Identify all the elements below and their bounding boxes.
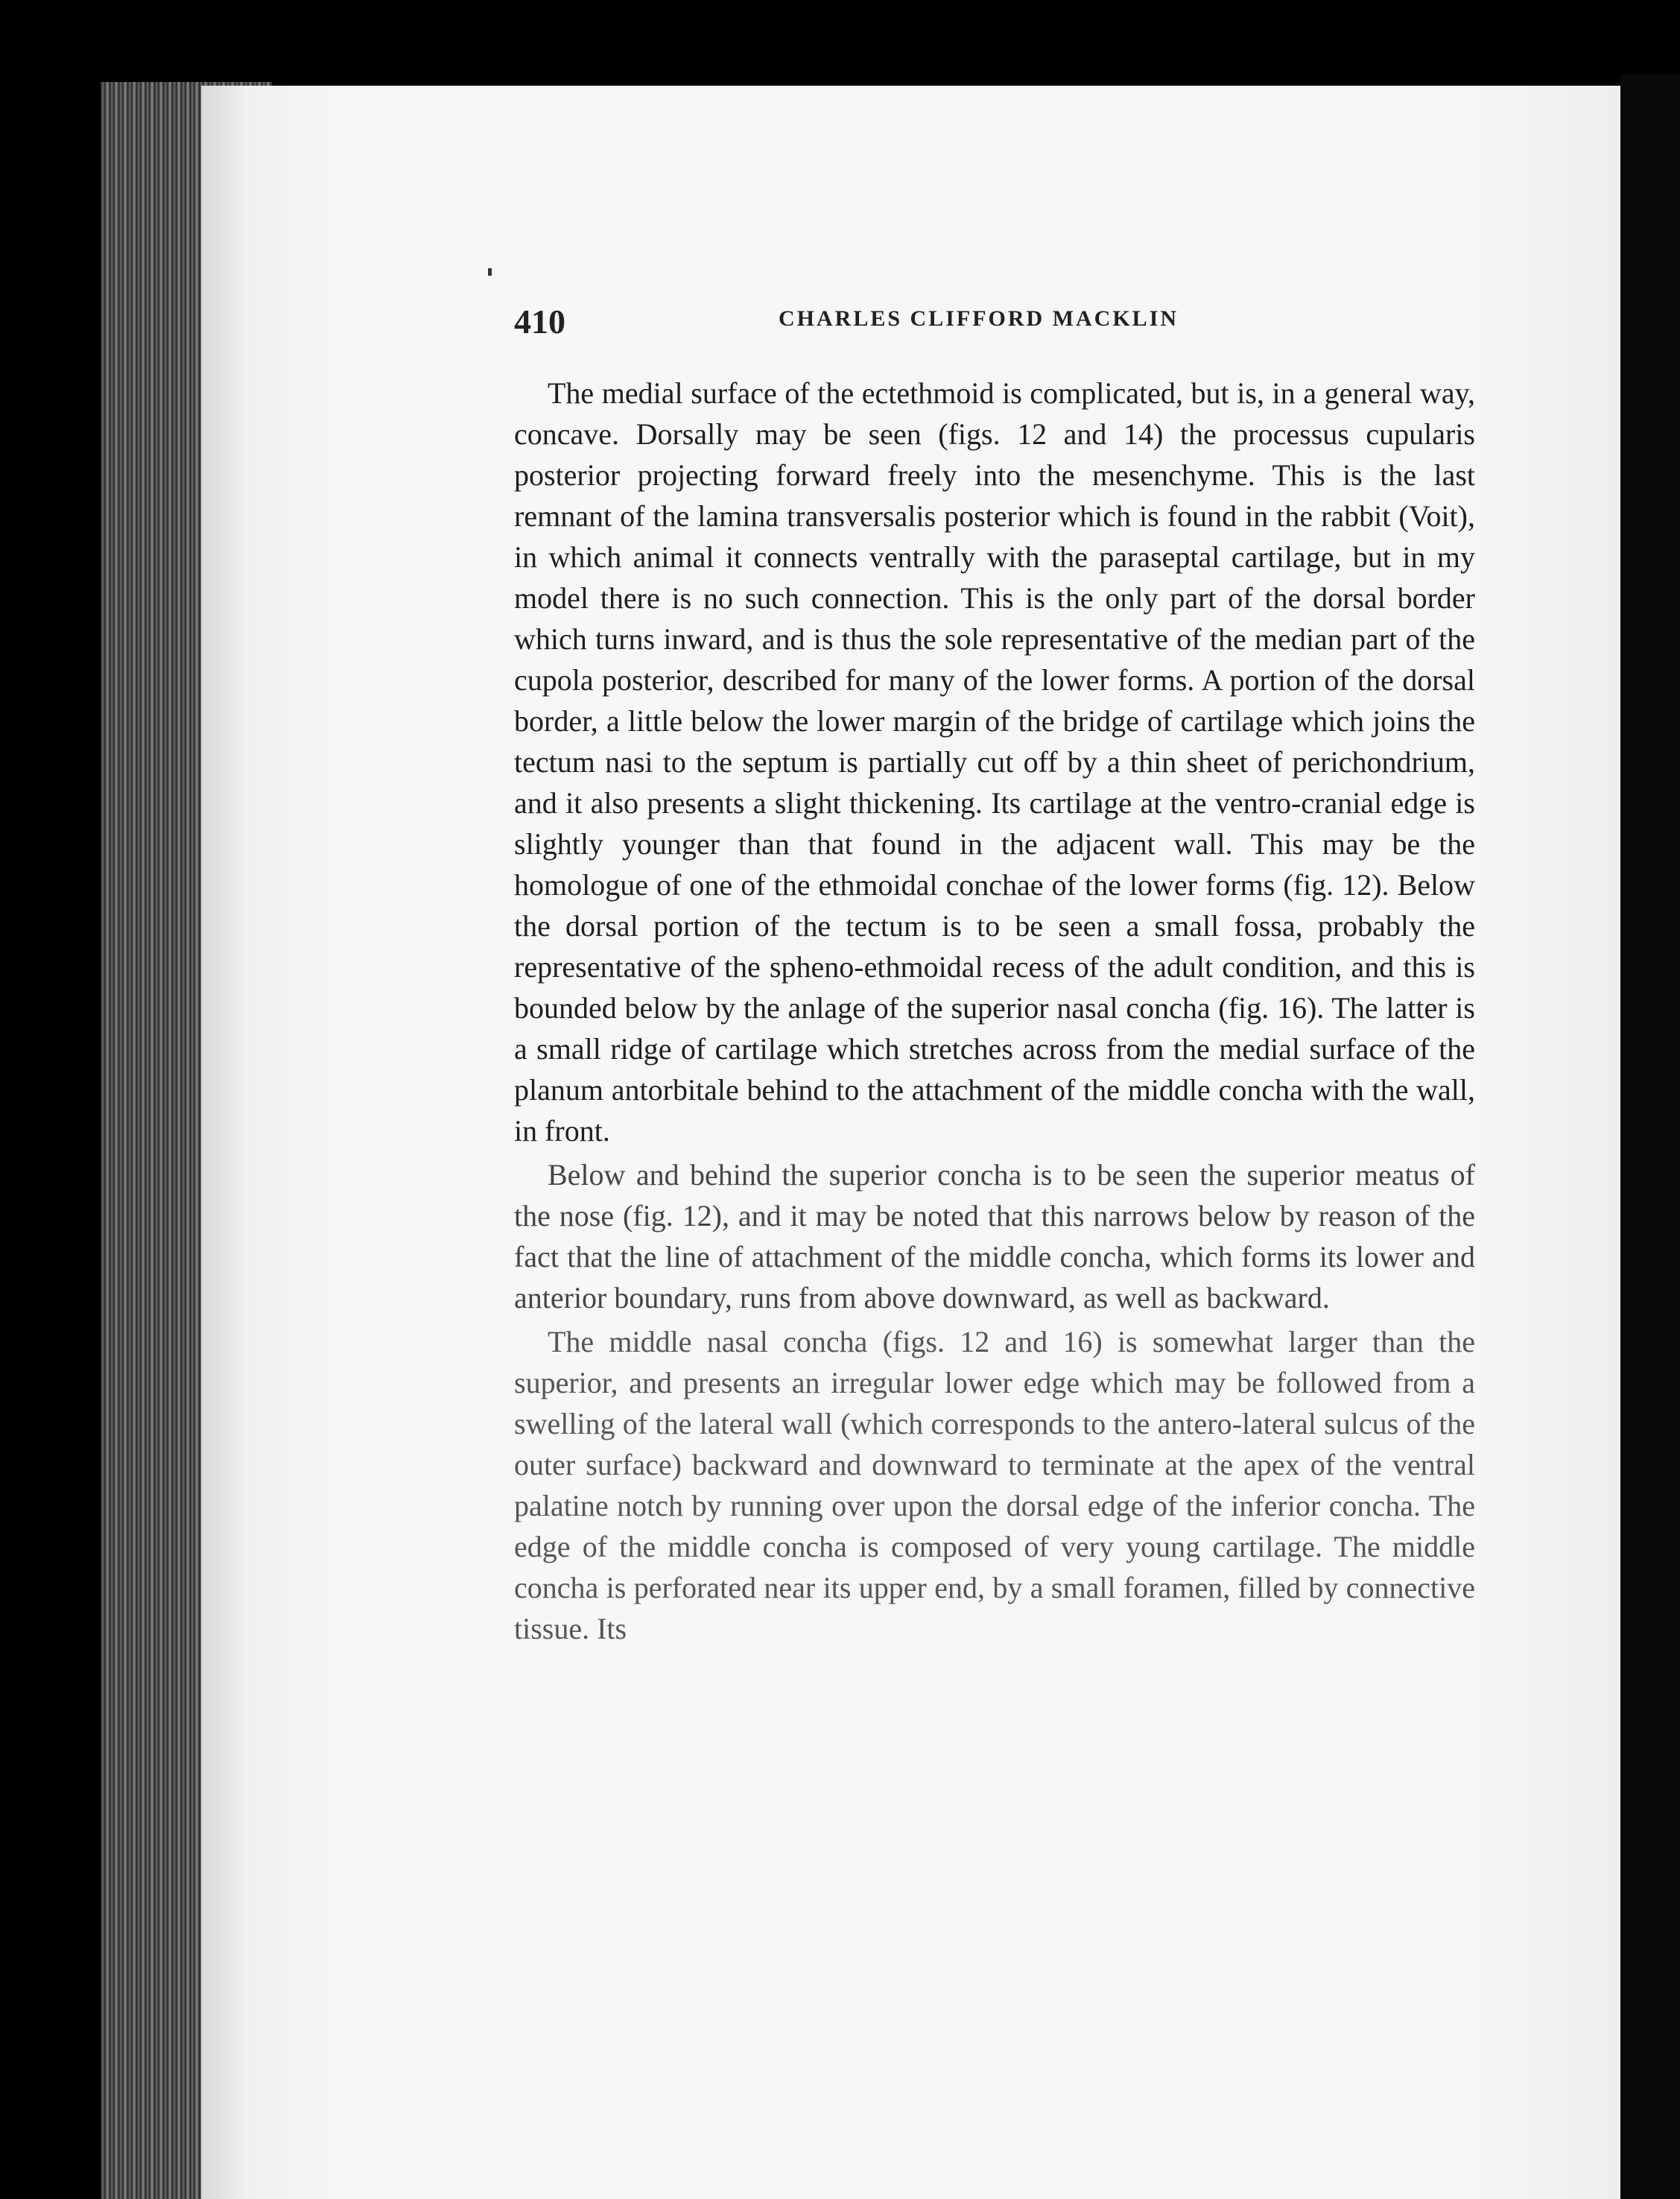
paragraph-middle-nasal-concha: The middle nasal concha (figs. 12 and 16) is somewhat larger than the superior, and presents an irregular lower edge which may be followed from a swelling of the lateral wall (which corresponds to the antero-lateral sulcus of the outer surface) backward and downward to terminate at the apex of the ventral palatine notch by running over upon the dorsal edge of the inferior concha. The edge of the middle concha is composed of very young cartilage. The middle concha is perforated near its upper end, by a small foramen, filled by connective tissue. Its <box>514 1325 1475 1645</box>
paragraph-ectethmoid-medial-surface: The medial surface of the ectethmoid is complicated, but is, in a general way, concave. Dorsally may be seen (figs. 12 and 14) the processus cupularis posterior projecting forward freely into the mesenchyme. This is the last remnant of the lamina transversalis posterior which is found in the rabbit (Voit), in which animal it connects ventrally with the paraseptal cartilage, but in my model there is no such connection. This is the only part of the dorsal border which turns inward, and is thus the sole representative of the median part of the cupola posterior, described for many of the lower forms. A portion of the dorsal border, a little below the lower margin of the bridge of cartilage which joins the tectum nasi to the septum is partially cut off by a thin sheet of perichondrium, and it also presents a slight thickening. Its cartilage at the ventro-cranial edge is slightly younger than that found in the adjacent wall. This may be the homologue of one of the ethmoidal conchae of the lower forms (fig. 12). Below the dorsal portion of the tectum is to be seen a small fossa, probably the representative of the spheno-ethmoidal recess of the adult condition, and this is bounded below by the anlage of the superior nasal concha (fig. 16). The latter is a small ridge of cartilage which stretches across from the medial surface of the planum antorbitale behind to the attachment of the middle concha with the wall, in front. <box>514 376 1475 1148</box>
running-head: CHARLES CLIFFORD MACKLIN <box>779 306 1179 331</box>
body-text <box>514 373 1475 1652</box>
page-number: 410 <box>514 303 565 341</box>
paragraph-superior-meatus: Below and behind the superior concha is to be seen the superior meatus of the nose (fig. 12), and it may be noted that this narrows below by reason of the fact that the line of attachment of the middle concha, which forms its lower and anterior boundary, runs from above downward, as well as backward. <box>514 1158 1475 1314</box>
page-header <box>514 302 1483 347</box>
right-shadow <box>1620 75 1680 2199</box>
stray-ink-mark <box>488 268 492 276</box>
